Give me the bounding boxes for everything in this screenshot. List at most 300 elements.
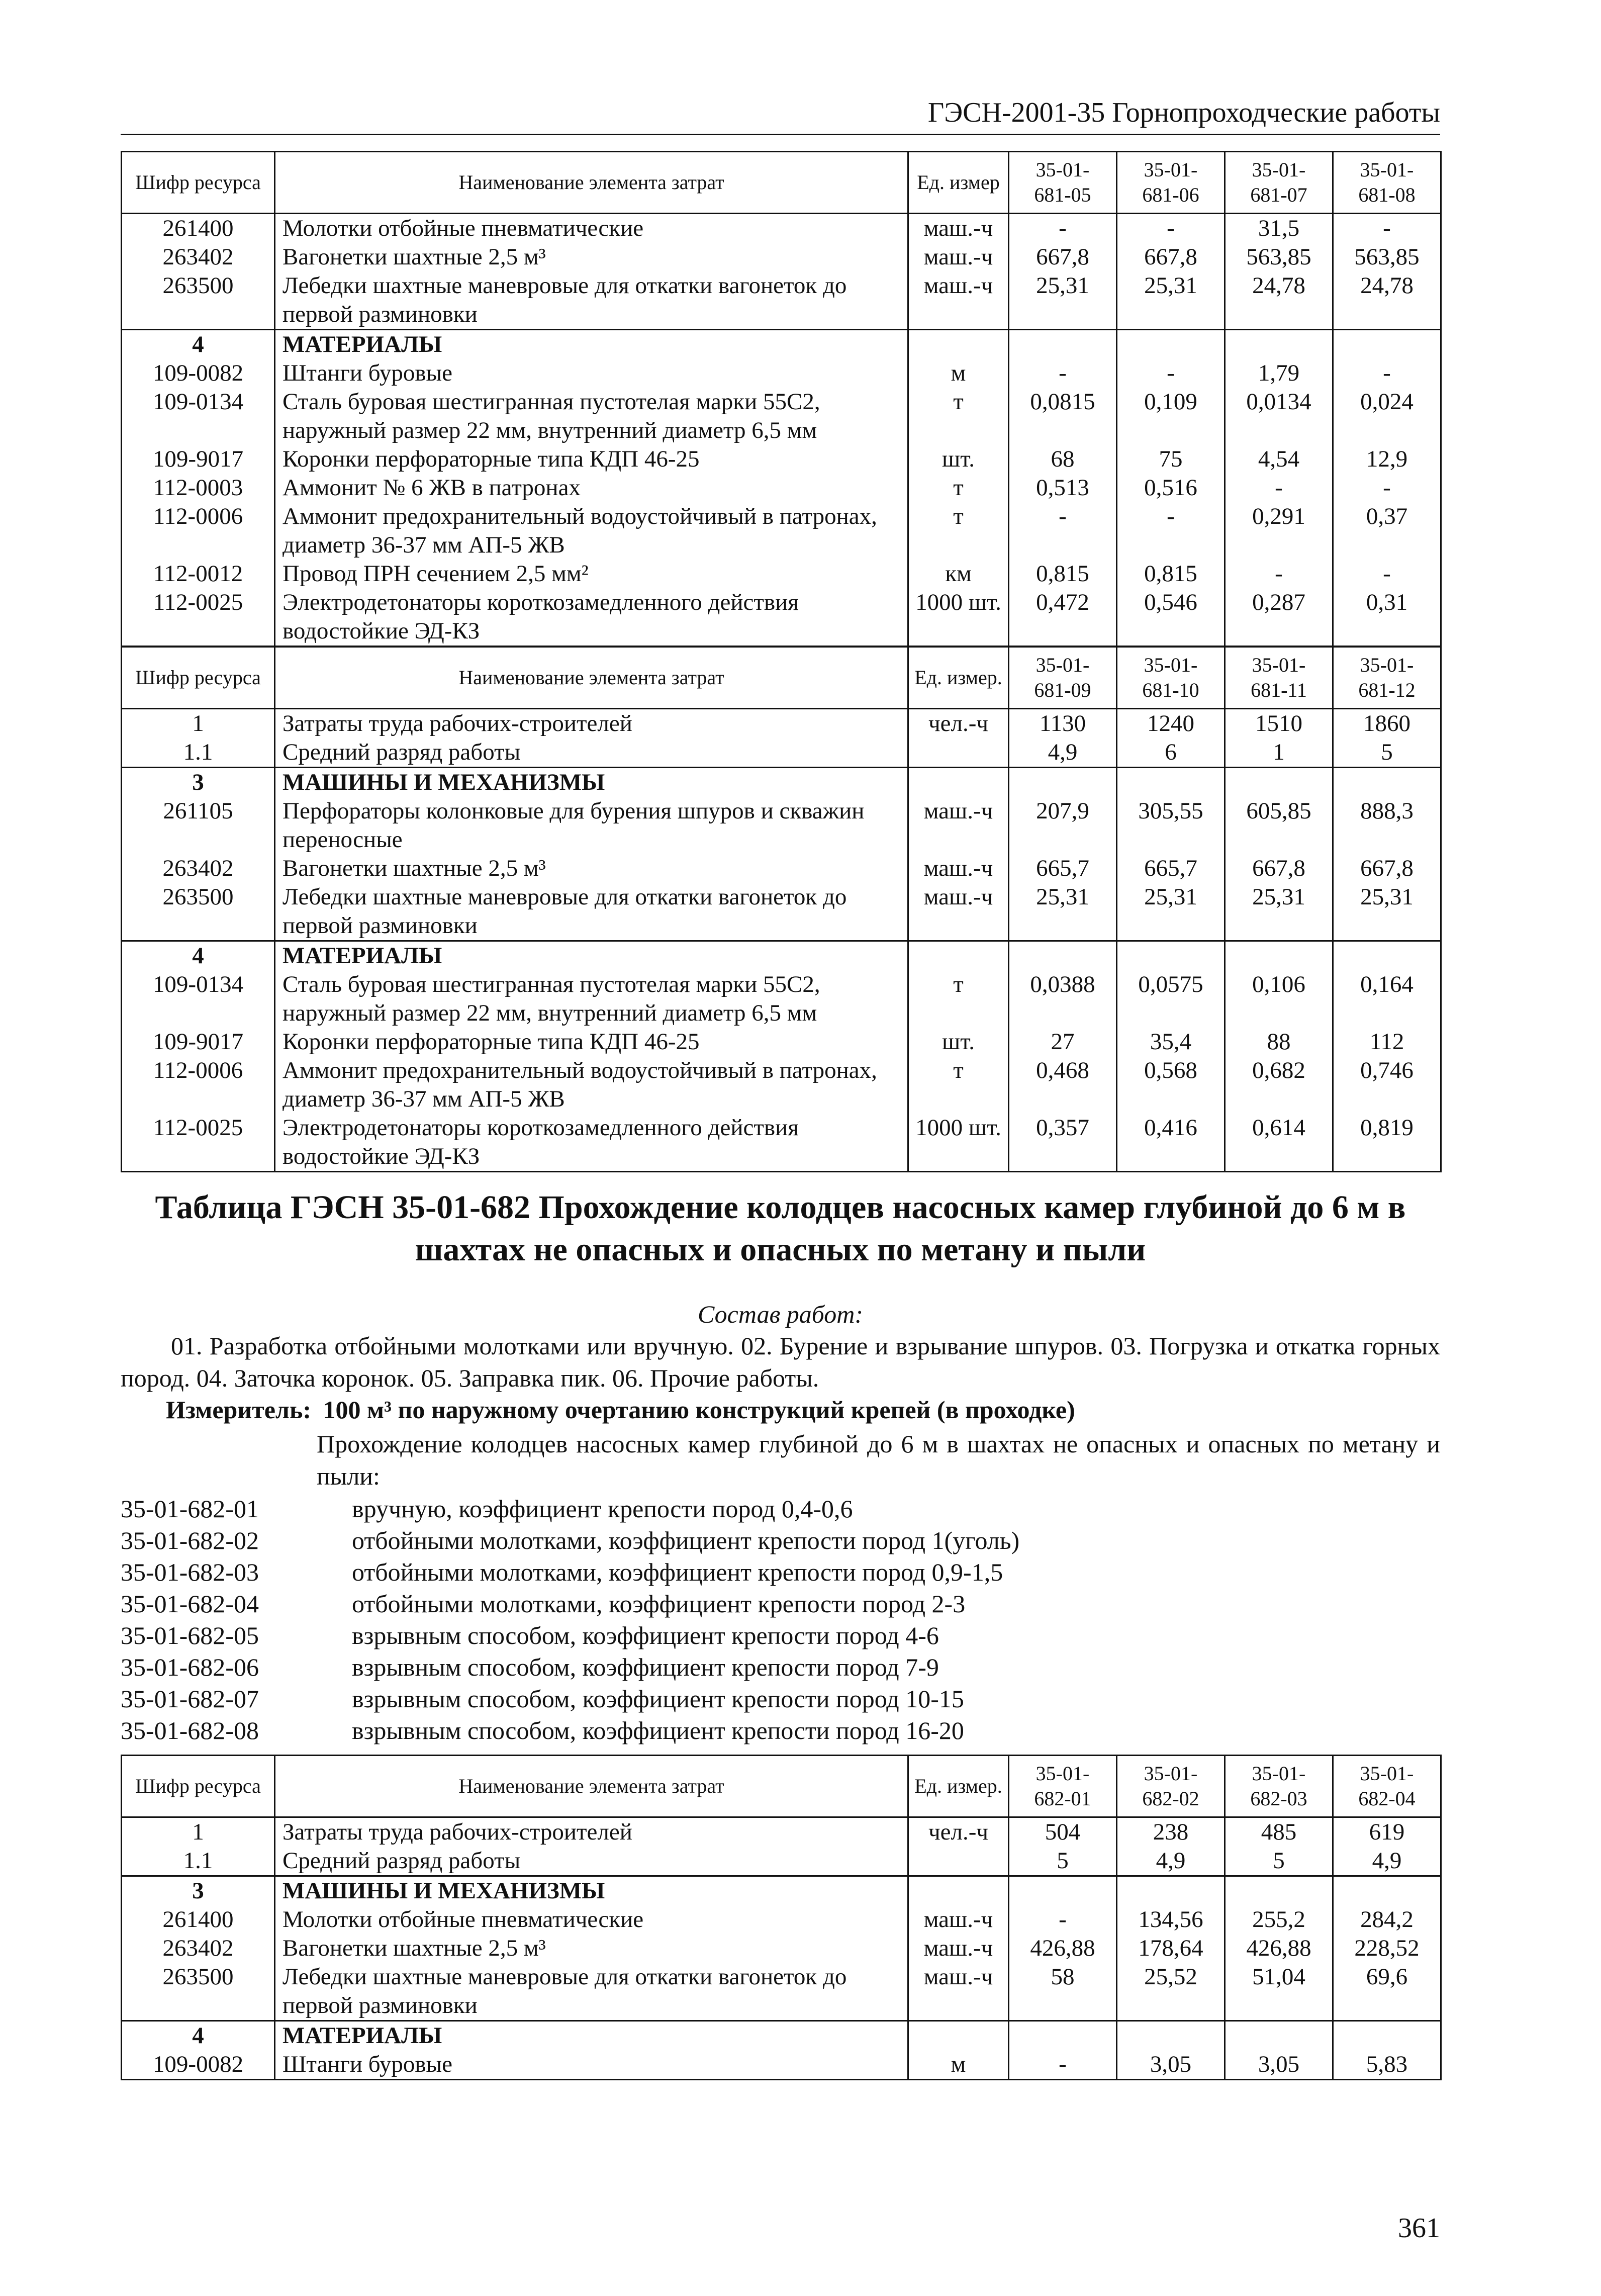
table-row: [122, 1114, 1441, 1172]
value-cell: 563,85: [1333, 243, 1441, 271]
page-number: 361: [1398, 2213, 1440, 2244]
value-cell: 0,815: [1009, 560, 1117, 588]
value-cell: [1009, 2021, 1117, 2051]
norms-intro: Прохождение колодцев насосных камер глубиной до 6 м в шахтах не опасных и опасных по метану и пыли:: [317, 1430, 1440, 1490]
resource-name-cell: Коронки перфораторные типа КДП 46-25: [275, 445, 908, 474]
resource-code-cell: 263500: [122, 1963, 275, 2021]
header-name-cell: Наименование элемента затрат: [275, 647, 908, 709]
value-cell: 0,357: [1009, 1114, 1117, 1172]
unit-cell: м: [908, 359, 1009, 388]
unit-cell: 1000 шт.: [908, 1114, 1009, 1172]
resource-code-cell: 263402: [122, 854, 275, 883]
value-cell: 0,31: [1333, 588, 1441, 647]
value-cell: [1009, 1876, 1117, 1906]
table-row: [122, 588, 1441, 647]
value-cell: -: [1225, 560, 1333, 588]
value-cell: [1333, 1876, 1441, 1906]
value-cell: -: [1225, 474, 1333, 502]
norm-description: взрывным способом, коэффициент крепости пород 4-6: [352, 1621, 939, 1649]
resource-code-cell: 263500: [122, 883, 275, 941]
resource-name-cell: Коронки перфораторные типа КДП 46-25: [275, 1028, 908, 1056]
resource-name-cell: Лебедки шахтные маневровые для откатки вагонеток до первой разминовки: [275, 1963, 908, 2021]
resource-name-cell: Вагонетки шахтные 2,5 м³: [275, 243, 908, 271]
resource-code-cell: 261400: [122, 214, 275, 243]
unit-cell: чел.-ч: [908, 1817, 1009, 1847]
norms-list: [121, 1493, 1440, 1747]
value-cell: 228,52: [1333, 1934, 1441, 1963]
norm-row: [121, 1715, 1440, 1747]
value-cell: -: [1333, 560, 1441, 588]
table-header-row: [122, 647, 1441, 709]
resource-code-cell: 261400: [122, 1905, 275, 1934]
value-cell: 485: [1225, 1817, 1333, 1847]
value-cell: 0,568: [1117, 1056, 1225, 1114]
value-cell: 35,4: [1117, 1028, 1225, 1056]
header-norm-cell: 35-01- 682-03: [1225, 1756, 1333, 1817]
value-cell: [1333, 330, 1441, 359]
header-norm-cell: 35-01- 681-11: [1225, 647, 1333, 709]
resource-code-cell: 1.1: [122, 1847, 275, 1876]
value-cell: 25,52: [1117, 1963, 1225, 2021]
value-cell: 178,64: [1117, 1934, 1225, 1963]
resource-name-cell: МАШИНЫ И МЕХАНИЗМЫ: [275, 768, 908, 797]
unit-cell: маш.-ч: [908, 883, 1009, 941]
unit-cell: маш.-ч: [908, 1905, 1009, 1934]
value-cell: 1860: [1333, 709, 1441, 739]
value-cell: -: [1333, 474, 1441, 502]
measure-value: 100 м³ по наружному очертанию конструкций крепей (в проходке): [323, 1396, 1075, 1424]
value-cell: -: [1009, 2050, 1117, 2080]
table-row: [122, 214, 1441, 243]
value-cell: 88: [1225, 1028, 1333, 1056]
header-code-cell: Шифр ресурса: [122, 152, 275, 214]
unit-cell: км: [908, 560, 1009, 588]
table-row: [122, 560, 1441, 588]
value-cell: 1510: [1225, 709, 1333, 739]
work-composition-text: 01. Разработка отбойными молотками или вручную. 02. Бурение и взрывание шпуров. 03. Погрузка и откатка горных пород. 04. Заточка коронок. 05. Заправка пик. 06. Прочие работы.: [121, 1332, 1440, 1392]
resource-code-cell: 263402: [122, 1934, 275, 1963]
value-cell: 3,05: [1225, 2050, 1333, 2080]
norm-description: отбойными молотками, коэффициент крепости пород 0,9-1,5: [352, 1558, 1003, 1586]
value-cell: 1130: [1009, 709, 1117, 739]
resource-code-cell: 109-0082: [122, 359, 275, 388]
value-cell: 68: [1009, 445, 1117, 474]
resource-code-cell: 4: [122, 941, 275, 971]
table-row: [122, 709, 1441, 739]
value-cell: 665,7: [1009, 854, 1117, 883]
resource-name-cell: МАТЕРИАЛЫ: [275, 941, 908, 971]
resource-name-cell: Провод ПРН сечением 2,5 мм²: [275, 560, 908, 588]
norm-code: 35-01-682-02: [121, 1526, 259, 1554]
value-cell: 4,9: [1333, 1847, 1441, 1876]
header-norm-cell: 35-01- 681-06: [1117, 152, 1225, 214]
unit-cell: т: [908, 970, 1009, 1028]
value-cell: -: [1117, 502, 1225, 560]
unit-cell: м: [908, 2050, 1009, 2080]
value-cell: 0,024: [1333, 388, 1441, 445]
header-unit-cell: Ед. измер.: [908, 647, 1009, 709]
table-header-row: [122, 152, 1441, 214]
resource-name-cell: Перфораторы колонковые для бурения шпуров и скважин переносные: [275, 797, 908, 854]
section-row: [122, 2021, 1441, 2051]
value-cell: [1333, 2021, 1441, 2051]
value-cell: 25,31: [1009, 271, 1117, 330]
value-cell: 305,55: [1117, 797, 1225, 854]
unit-cell: т: [908, 388, 1009, 445]
table-row: [122, 738, 1441, 768]
resource-name-cell: Молотки отбойные пневматические: [275, 1905, 908, 1934]
resource-name-cell: Электродетонаторы короткозамедленного действия водостойкие ЭД-КЗ: [275, 1114, 908, 1172]
resource-name-cell: Аммонит предохранительный водоустойчивый в патронах, диаметр 36-37 мм АП-5 ЖВ: [275, 1056, 908, 1114]
header-norm-cell: 35-01- 682-02: [1117, 1756, 1225, 1817]
unit-cell: маш.-ч: [908, 243, 1009, 271]
value-cell: 25,31: [1225, 883, 1333, 941]
resource-name-cell: Вагонетки шахтные 2,5 м³: [275, 1934, 908, 1963]
unit-cell: маш.-ч: [908, 797, 1009, 854]
unit-cell: [908, 1847, 1009, 1876]
norm-description: взрывным способом, коэффициент крепости пород 16-20: [352, 1716, 964, 1744]
value-cell: 6: [1117, 738, 1225, 768]
resource-name-cell: Вагонетки шахтные 2,5 м³: [275, 854, 908, 883]
value-cell: -: [1009, 502, 1117, 560]
value-cell: 426,88: [1009, 1934, 1117, 1963]
norm-row: [121, 1556, 1440, 1588]
value-cell: 5: [1225, 1847, 1333, 1876]
value-cell: 619: [1333, 1817, 1441, 1847]
value-cell: 0,614: [1225, 1114, 1333, 1172]
norm-code: 35-01-682-06: [121, 1653, 259, 1681]
value-cell: 5: [1333, 738, 1441, 768]
value-cell: [1225, 941, 1333, 971]
value-cell: 0,291: [1225, 502, 1333, 560]
value-cell: 0,516: [1117, 474, 1225, 502]
table-row: [122, 359, 1441, 388]
norm-code: 35-01-682-03: [121, 1558, 259, 1586]
table-row: [122, 445, 1441, 474]
resource-name-cell: Штанги буровые: [275, 359, 908, 388]
value-cell: 0,287: [1225, 588, 1333, 647]
resource-code-cell: 1.1: [122, 738, 275, 768]
value-cell: 0,106: [1225, 970, 1333, 1028]
running-header: [121, 94, 1440, 135]
resource-name-cell: Сталь буровая шестигранная пустотелая марки 55С2, наружный размер 22 мм, внутренний диаметр 6,5 мм: [275, 388, 908, 445]
value-cell: 0,815: [1117, 560, 1225, 588]
resource-name-cell: МАТЕРИАЛЫ: [275, 330, 908, 359]
resource-table-681-05-08: [121, 151, 1442, 647]
value-cell: 0,468: [1009, 1056, 1117, 1114]
resource-name-cell: МАШИНЫ И МЕХАНИЗМЫ: [275, 1876, 908, 1906]
resource-name-cell: Затраты труда рабочих-строителей: [275, 709, 908, 739]
resource-name-cell: Штанги буровые: [275, 2050, 908, 2080]
value-cell: 0,546: [1117, 588, 1225, 647]
resource-table-681-09-12: [121, 646, 1442, 1172]
value-cell: 1: [1225, 738, 1333, 768]
norm-description: взрывным способом, коэффициент крепости пород 10-15: [352, 1685, 964, 1713]
table-row: [122, 502, 1441, 560]
value-cell: 563,85: [1225, 243, 1333, 271]
table-row: [122, 1934, 1441, 1963]
section-row: [122, 768, 1441, 797]
running-header-text: ГЭСН-2001-35 Горнопроходческие работы: [927, 97, 1440, 128]
value-cell: 0,416: [1117, 1114, 1225, 1172]
value-cell: 12,9: [1333, 445, 1441, 474]
unit-cell: [908, 2021, 1009, 2051]
resource-code-cell: 109-0134: [122, 388, 275, 445]
resource-code-cell: 263500: [122, 271, 275, 330]
section-row: [122, 330, 1441, 359]
value-cell: 134,56: [1117, 1905, 1225, 1934]
resource-name-cell: Затраты труда рабочих-строителей: [275, 1817, 908, 1847]
value-cell: [1225, 1876, 1333, 1906]
resource-code-cell: 112-0025: [122, 1114, 275, 1172]
value-cell: 31,5: [1225, 214, 1333, 243]
norm-description: вручную, коэффициент крепости пород 0,4-0,6: [352, 1495, 853, 1523]
resource-code-cell: 112-0006: [122, 1056, 275, 1114]
header-norm-cell: 35-01- 681-08: [1333, 152, 1441, 214]
header-norm-cell: 35-01- 682-01: [1009, 1756, 1117, 1817]
resource-code-cell: 3: [122, 1876, 275, 1906]
value-cell: 207,9: [1009, 797, 1117, 854]
table-row: [122, 243, 1441, 271]
value-cell: 58: [1009, 1963, 1117, 2021]
unit-cell: чел.-ч: [908, 709, 1009, 739]
value-cell: 0,682: [1225, 1056, 1333, 1114]
resource-code-cell: 112-0003: [122, 474, 275, 502]
header-norm-cell: 35-01- 681-07: [1225, 152, 1333, 214]
value-cell: 4,9: [1117, 1847, 1225, 1876]
value-cell: [1225, 2021, 1333, 2051]
value-cell: [1117, 941, 1225, 971]
value-cell: 667,8: [1117, 243, 1225, 271]
value-cell: 284,2: [1333, 1905, 1441, 1934]
value-cell: 27: [1009, 1028, 1117, 1056]
resource-code-cell: 109-0082: [122, 2050, 275, 2080]
value-cell: -: [1009, 214, 1117, 243]
value-cell: 4,9: [1009, 738, 1117, 768]
value-cell: 504: [1009, 1817, 1117, 1847]
norm-row: [121, 1620, 1440, 1651]
header-norm-cell: 35-01- 681-09: [1009, 647, 1117, 709]
value-cell: 238: [1117, 1817, 1225, 1847]
value-cell: 3,05: [1117, 2050, 1225, 2080]
value-cell: [1009, 941, 1117, 971]
value-cell: 0,0134: [1225, 388, 1333, 445]
norm-row: [121, 1683, 1440, 1715]
unit-cell: маш.-ч: [908, 1963, 1009, 2021]
resource-code-cell: 109-9017: [122, 1028, 275, 1056]
resource-name-cell: Аммонит № 6 ЖВ в патронах: [275, 474, 908, 502]
value-cell: 51,04: [1225, 1963, 1333, 2021]
value-cell: 667,8: [1009, 243, 1117, 271]
value-cell: 0,164: [1333, 970, 1441, 1028]
unit-cell: т: [908, 1056, 1009, 1114]
resource-name-cell: Средний разряд работы: [275, 1847, 908, 1876]
resource-code-cell: 1: [122, 1817, 275, 1847]
value-cell: -: [1009, 359, 1117, 388]
value-cell: 0,0815: [1009, 388, 1117, 445]
value-cell: 5,83: [1333, 2050, 1441, 2080]
norm-row: [121, 1588, 1440, 1620]
value-cell: 69,6: [1333, 1963, 1441, 2021]
value-cell: 112: [1333, 1028, 1441, 1056]
value-cell: -: [1009, 1905, 1117, 1934]
norm-code: 35-01-682-07: [121, 1685, 259, 1713]
resource-code-cell: 263402: [122, 243, 275, 271]
table-row: [122, 271, 1441, 330]
unit-cell: маш.-ч: [908, 271, 1009, 330]
table-row: [122, 970, 1441, 1028]
table-row: [122, 1847, 1441, 1876]
norm-row: [121, 1493, 1440, 1525]
header-norm-cell: 35-01- 681-05: [1009, 152, 1117, 214]
table-row: [122, 1028, 1441, 1056]
resource-name-cell: Сталь буровая шестигранная пустотелая марки 55С2, наружный размер 22 мм, внутренний диаметр 6,5 мм: [275, 970, 908, 1028]
resource-name-cell: Средний разряд работы: [275, 738, 908, 768]
table-row: [122, 388, 1441, 445]
value-cell: -: [1333, 359, 1441, 388]
value-cell: -: [1117, 359, 1225, 388]
norm-code: 35-01-682-08: [121, 1716, 259, 1744]
value-cell: 25,31: [1333, 883, 1441, 941]
unit-cell: [908, 1876, 1009, 1906]
value-cell: [1333, 941, 1441, 971]
table-row: [122, 474, 1441, 502]
unit-cell: [908, 330, 1009, 359]
resource-code-cell: 4: [122, 330, 275, 359]
resource-code-cell: 112-0012: [122, 560, 275, 588]
norm-code: 35-01-682-04: [121, 1590, 259, 1618]
unit-cell: [908, 768, 1009, 797]
value-cell: 0,109: [1117, 388, 1225, 445]
value-cell: 0,513: [1009, 474, 1117, 502]
value-cell: 667,8: [1333, 854, 1441, 883]
resource-name-cell: Молотки отбойные пневматические: [275, 214, 908, 243]
value-cell: 75: [1117, 445, 1225, 474]
value-cell: [1117, 1876, 1225, 1906]
unit-cell: 1000 шт.: [908, 588, 1009, 647]
value-cell: 0,819: [1333, 1114, 1441, 1172]
resource-name-cell: Аммонит предохранительный водоустойчивый в патронах, диаметр 36-37 мм АП-5 ЖВ: [275, 502, 908, 560]
section-row: [122, 941, 1441, 971]
value-cell: 1,79: [1225, 359, 1333, 388]
header-norm-cell: 35-01- 681-10: [1117, 647, 1225, 709]
value-cell: 667,8: [1225, 854, 1333, 883]
value-cell: -: [1333, 214, 1441, 243]
resource-code-cell: 1: [122, 709, 275, 739]
value-cell: 0,0575: [1117, 970, 1225, 1028]
section-row: [122, 1876, 1441, 1906]
unit-cell: маш.-ч: [908, 1934, 1009, 1963]
header-unit-cell: Ед. измер.: [908, 1756, 1009, 1817]
unit-cell: [908, 941, 1009, 971]
value-cell: [1009, 768, 1117, 797]
norm-description: взрывным способом, коэффициент крепости пород 7-9: [352, 1653, 939, 1681]
value-cell: 5: [1009, 1847, 1117, 1876]
table-row: [122, 797, 1441, 854]
value-cell: 1240: [1117, 709, 1225, 739]
norm-description: отбойными молотками, коэффициент крепости пород 1(уголь): [352, 1526, 1020, 1554]
header-name-cell: Наименование элемента затрат: [275, 1756, 908, 1817]
header-unit-cell: Ед. измер: [908, 152, 1009, 214]
value-cell: [1009, 330, 1117, 359]
table-row: [122, 1905, 1441, 1934]
value-cell: [1117, 768, 1225, 797]
value-cell: 0,37: [1333, 502, 1441, 560]
value-cell: 665,7: [1117, 854, 1225, 883]
unit-cell: маш.-ч: [908, 854, 1009, 883]
value-cell: 605,85: [1225, 797, 1333, 854]
table-row: [122, 854, 1441, 883]
resource-name-cell: МАТЕРИАЛЫ: [275, 2021, 908, 2051]
header-code-cell: Шифр ресурса: [122, 647, 275, 709]
header-code-cell: Шифр ресурса: [122, 1756, 275, 1817]
unit-cell: шт.: [908, 1028, 1009, 1056]
unit-cell: т: [908, 474, 1009, 502]
norm-row: [121, 1651, 1440, 1683]
header-norm-cell: 35-01- 682-04: [1333, 1756, 1441, 1817]
norm-description: отбойными молотками, коэффициент крепости пород 2-3: [352, 1590, 966, 1618]
work-composition-label: Состав работ:: [697, 1300, 864, 1328]
value-cell: 24,78: [1225, 271, 1333, 330]
table-row: [122, 1817, 1441, 1847]
value-cell: 4,54: [1225, 445, 1333, 474]
value-cell: 0,746: [1333, 1056, 1441, 1114]
table-row: [122, 2050, 1441, 2080]
value-cell: 888,3: [1333, 797, 1441, 854]
value-cell: 255,2: [1225, 1905, 1333, 1934]
table-title: Таблица ГЭСН 35-01-682 Прохождение колодцев насосных камер глубиной до 6 м в шахтах не опасных и опасных по метану и пыли: [155, 1189, 1406, 1268]
value-cell: 0,0388: [1009, 970, 1117, 1028]
norm-code: 35-01-682-01: [121, 1495, 259, 1523]
value-cell: [1117, 330, 1225, 359]
table-row: [122, 1963, 1441, 2021]
unit-cell: шт.: [908, 445, 1009, 474]
value-cell: -: [1117, 214, 1225, 243]
resource-code-cell: 261105: [122, 797, 275, 854]
resource-code-cell: 112-0025: [122, 588, 275, 647]
resource-code-cell: 109-0134: [122, 970, 275, 1028]
resource-name-cell: Лебедки шахтные маневровые для откатки вагонеток до первой разминовки: [275, 271, 908, 330]
table-header-row: [122, 1756, 1441, 1817]
resource-name-cell: Электродетонаторы короткозамедленного действия водостойкие ЭД-КЗ: [275, 588, 908, 647]
value-cell: [1225, 768, 1333, 797]
table-row: [122, 1056, 1441, 1114]
measure-label: Измеритель:: [166, 1396, 312, 1424]
unit-cell: [908, 738, 1009, 768]
value-cell: 25,31: [1117, 271, 1225, 330]
norm-code: 35-01-682-05: [121, 1621, 259, 1649]
resource-code-cell: 112-0006: [122, 502, 275, 560]
norm-row: [121, 1525, 1440, 1556]
value-cell: 0,472: [1009, 588, 1117, 647]
value-cell: 25,31: [1117, 883, 1225, 941]
resource-table-682-01-04: [121, 1755, 1442, 2080]
value-cell: [1225, 330, 1333, 359]
header-norm-cell: 35-01- 681-12: [1333, 647, 1441, 709]
measure-line: [166, 1395, 1075, 1424]
value-cell: 24,78: [1333, 271, 1441, 330]
resource-code-cell: 3: [122, 768, 275, 797]
resource-code-cell: 4: [122, 2021, 275, 2051]
unit-cell: т: [908, 502, 1009, 560]
resource-name-cell: Лебедки шахтные маневровые для откатки вагонеток до первой разминовки: [275, 883, 908, 941]
value-cell: [1117, 2021, 1225, 2051]
value-cell: [1333, 768, 1441, 797]
header-name-cell: Наименование элемента затрат: [275, 152, 908, 214]
resource-code-cell: 109-9017: [122, 445, 275, 474]
value-cell: 25,31: [1009, 883, 1117, 941]
table-row: [122, 883, 1441, 941]
